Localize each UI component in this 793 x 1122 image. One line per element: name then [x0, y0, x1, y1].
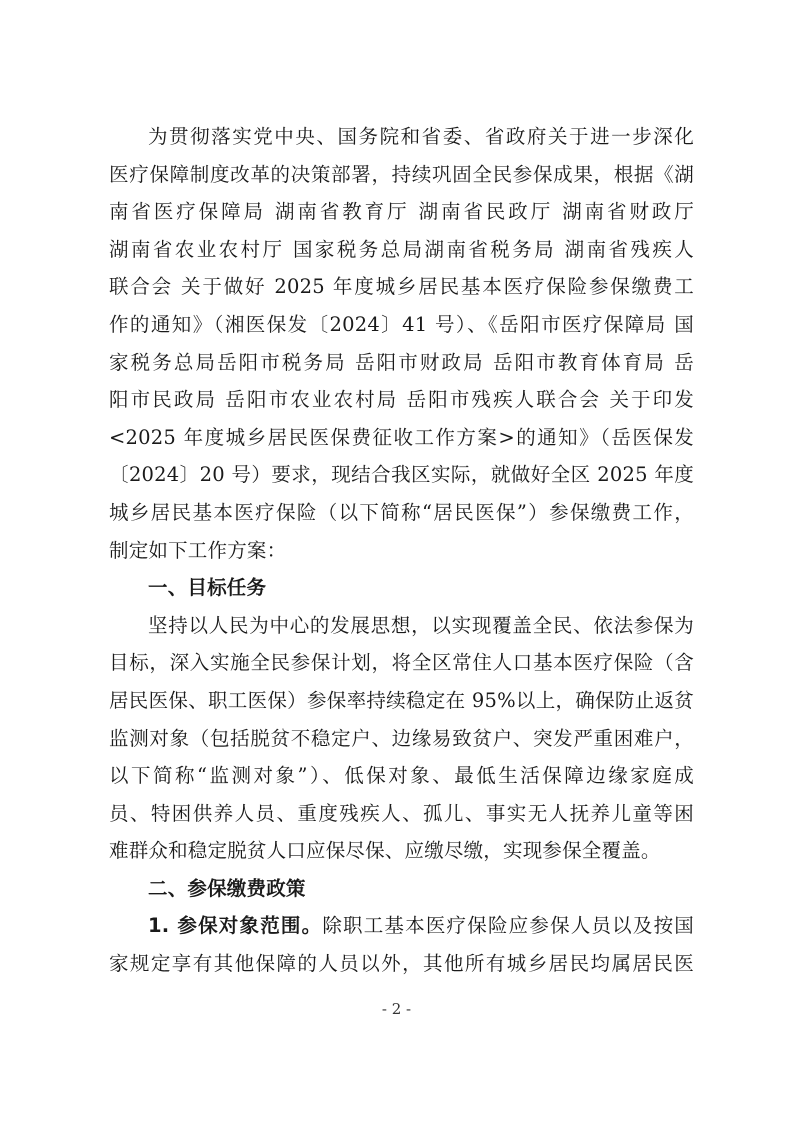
text-line: 联合会 关于做好 2025 年度城乡居民基本医疗保险参保缴费工: [109, 275, 694, 299]
text-line: 南省医疗保障局 湖南省教育厅 湖南省民政厅 湖南省财政厅: [109, 200, 694, 224]
text-line: 作的通知》（湘医保发〔2024〕41 号）、《岳阳市医疗保障局 国: [109, 312, 694, 336]
text-line: [109, 907, 694, 945]
text-line: 城乡居民基本医疗保险（以下简称“居民医保”）参保缴费工作，: [109, 500, 694, 524]
text-line: 湖南省农业农村厅 国家税务总局湖南省税务局 湖南省残疾人: [109, 237, 694, 261]
text-line: 家税务总局岳阳市税务局 岳阳市财政局 岳阳市教育体育局 岳: [109, 350, 694, 374]
text-line: 阳市民政局 岳阳市农业农村局 岳阳市残疾人联合会 关于印发: [109, 388, 694, 412]
targets-paragraph: [109, 607, 694, 870]
text-line: 难群众和稳定脱贫人口应保尽保、应缴尽缴，实现参保全覆盖。: [109, 839, 661, 863]
text-line: 监测对象（包括脱贫不稳定户、边缘易致贫户、突发严重困难户，: [109, 726, 694, 750]
text-line: 制定如下工作方案：: [109, 538, 287, 562]
document-body: [109, 118, 694, 983]
text-line: 员、特困供养人员、重度残疾人、孤儿、事实无人抚养儿童等困: [109, 801, 694, 825]
item-lead: 1. 参保对象范围。: [148, 914, 323, 938]
text-line: 医疗保障制度改革的决策部署，持续巩固全民参保成果，根据《湖: [109, 162, 694, 186]
section-heading-policy: 二、参保缴费政策: [148, 876, 306, 900]
text-line: 以下简称“监测对象”）、低保对象、最低生活保障边缘家庭成: [109, 764, 694, 788]
text-line: 家规定享有其他保障的人员以外，其他所有城乡居民均属居民医: [109, 952, 694, 976]
section-heading-targets: 一、目标任务: [148, 576, 267, 600]
policy-paragraph: [109, 907, 694, 982]
item-text: 除职工基本医疗保险应参保人员以及按国: [322, 914, 694, 938]
intro-paragraph: [109, 118, 694, 569]
text-line: 目标，深入实施全民参保计划，将全区常住人口基本医疗保险（含: [109, 651, 694, 675]
text-line: <2025 年度城乡居民医保费征收工作方案>的通知》（岳医保发: [109, 425, 694, 449]
text-line: 坚持以人民为中心的发展思想，以实现覆盖全民、依法参保为: [148, 613, 694, 637]
page-number: - 2 -: [381, 1000, 412, 1018]
text-line: 居民医保、职工医保）参保率持续稳定在 95%以上，确保防止返贫: [109, 688, 694, 712]
text-line: 为贯彻落实党中央、国务院和省委、省政府关于进一步深化: [148, 125, 694, 148]
text-line: 〔2024〕20 号）要求，现结合我区实际，就做好全区 2025 年度: [109, 463, 694, 487]
